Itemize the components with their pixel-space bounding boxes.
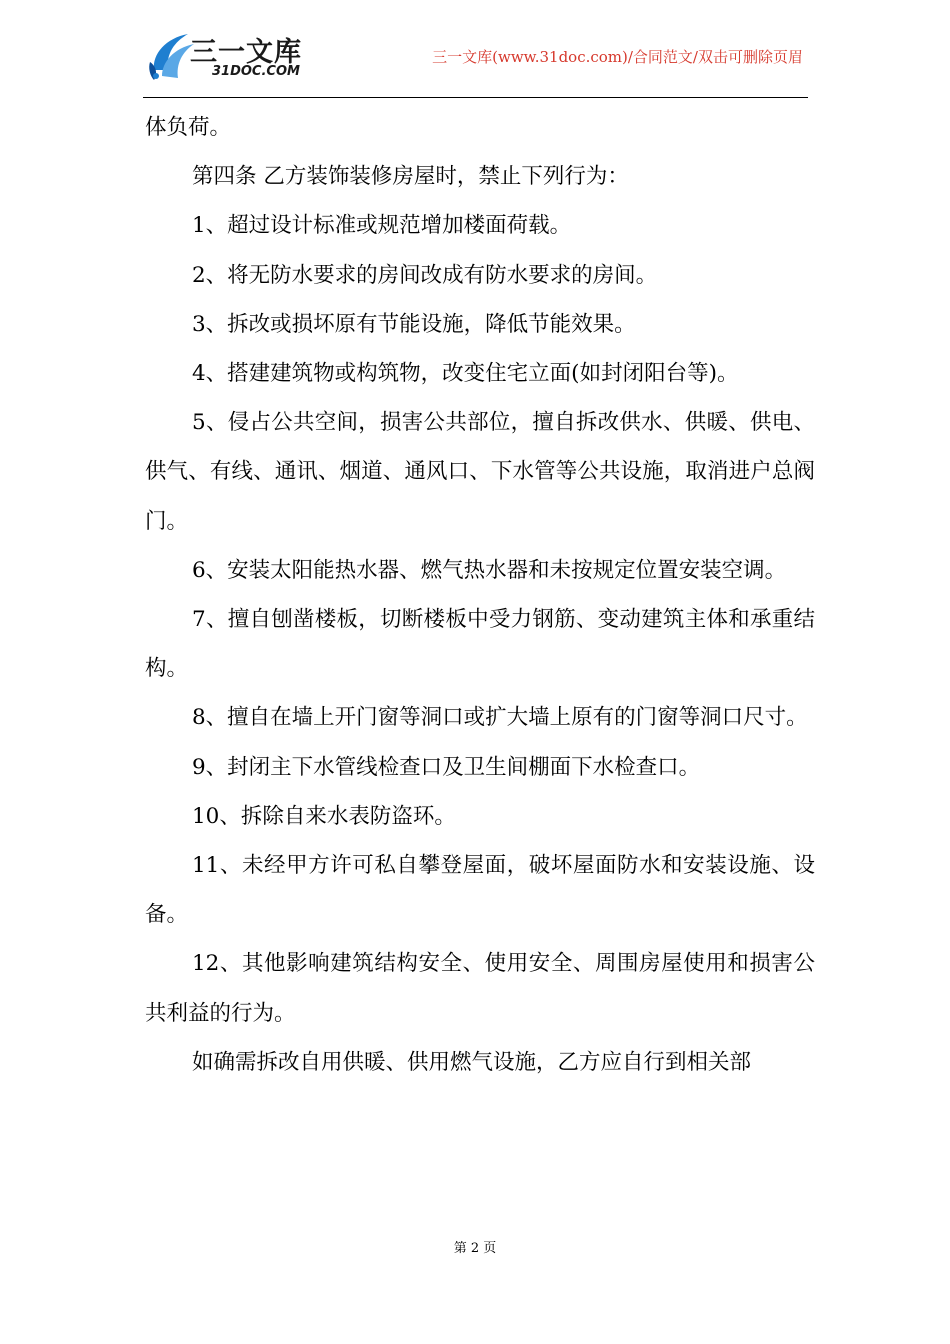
paragraph: 5、侵占公共空间，损害公共部位，擅自拆改供水、供暖、供电、供气、有线、通讯、烟道、通风口、下水管等公共设施，取消进户总阀门。 — [145, 410, 815, 534]
paragraph: 6、安装太阳能热水器、燃气热水器和未按规定位置安装空调。 — [192, 557, 787, 583]
paragraph: 2、将无防水要求的房间改成有防水要求的房间。 — [192, 262, 658, 288]
paragraph: 9、封闭主下水管线检查口及卫生间棚面下水检查口。 — [192, 754, 701, 780]
logo-text: 三一文库 — [190, 37, 302, 68]
paragraph: 如确需拆改自用供暖、供用燃气设施，乙方应自行到相关部 — [192, 1049, 752, 1075]
paragraph: 11、未经甲方许可私自攀登屋面，破坏屋面防水和安装设施、设备。 — [145, 853, 815, 928]
document-body — [145, 103, 815, 1087]
header-link[interactable]: 三一文库(www.31doc.com)/合同范文/双击可删除页眉 — [432, 48, 803, 66]
paragraph: 7、擅自刨凿楼板，切断楼板中受力钢筋、变动建筑主体和承重结构。 — [145, 607, 815, 682]
page-number: 第 2 页 — [453, 1241, 497, 1256]
header-divider — [143, 97, 808, 98]
site-logo[interactable] — [148, 26, 318, 86]
paragraph: 1、超过设计标准或规范增加楼面荷载。 — [192, 213, 572, 239]
logo-subtext: 31DOC.COM — [212, 64, 300, 79]
paragraph: 3、拆改或损坏原有节能设施，降低节能效果。 — [192, 311, 636, 337]
paragraph: 第四条 乙方装饰装修房屋时，禁止下列行为： — [192, 164, 629, 190]
paragraph: 4、搭建建筑物或构筑物，改变住宅立面(如封闭阳台等)。 — [192, 361, 739, 387]
paragraph: 体负荷。 — [145, 115, 232, 140]
paragraph: 10、拆除自来水表防盗环。 — [192, 803, 456, 829]
page-header — [0, 0, 950, 100]
paragraph: 8、擅自在墙上开门窗等洞口或扩大墙上原有的门窗等洞口尺寸。 — [192, 705, 808, 731]
paragraph: 12、其他影响建筑结构安全、使用安全、周围房屋使用和损害公共利益的行为。 — [145, 951, 815, 1026]
